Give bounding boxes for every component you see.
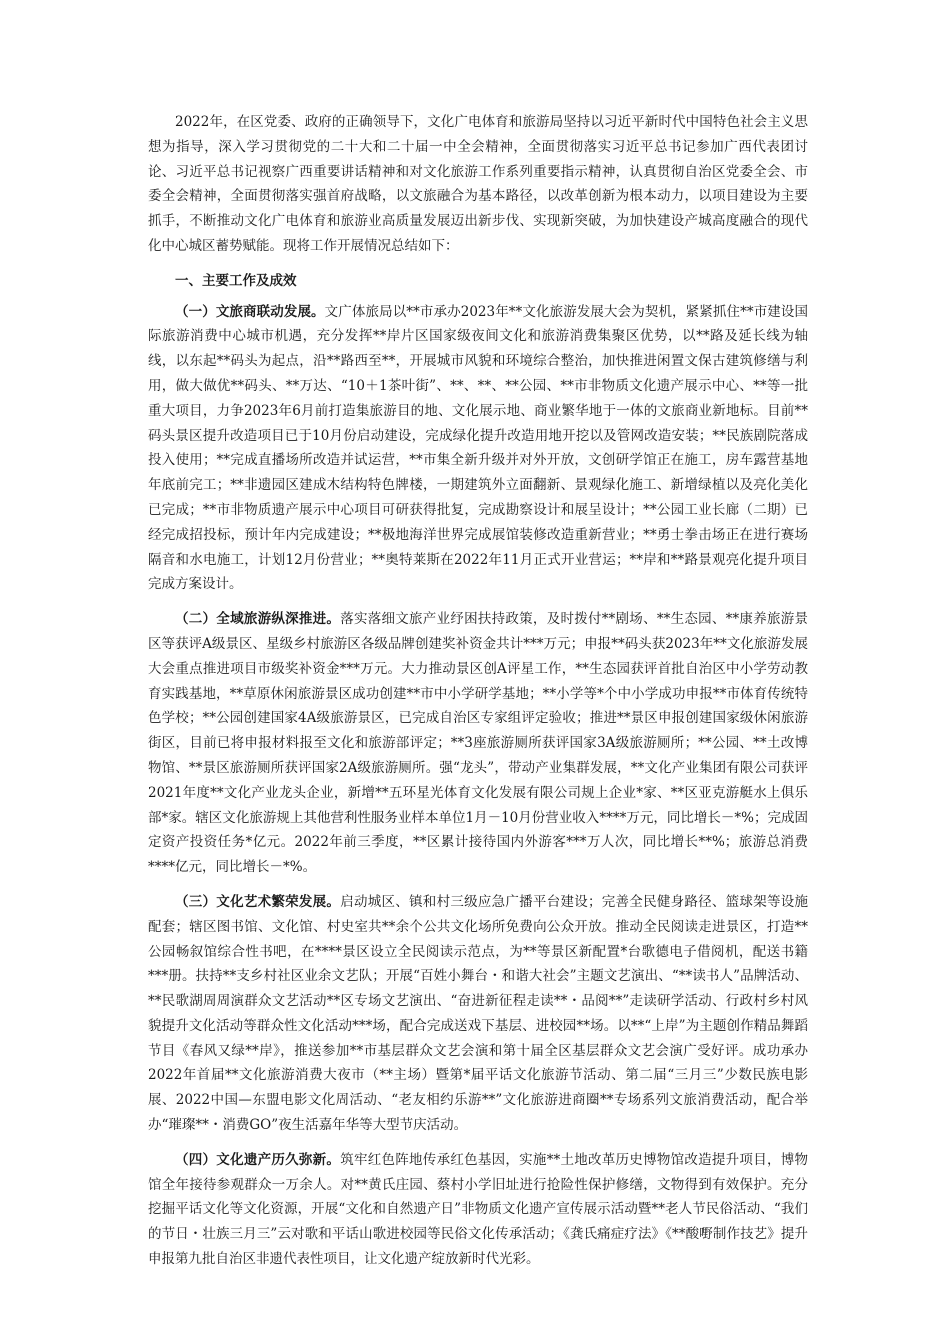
section-title-4: （四）文化遗产历久弥新。	[175, 1151, 341, 1168]
intro-paragraph: 2022年，在区党委、政府的正确领导下，文化广电体育和旅游局坚持以习近平新时代中国特色社会主义思想为指导，深入学习贯彻党的二十大和二十届一中全会精神，全面贯彻落实习近平总书记参加广西代表团讨论、习近平总书记视察广西重要讲话精神和对文化旅游工作系列重要指示精神，认真贯彻自治区党委全会、市委全会精神，全面贯彻落实强首府战略，以文旅融合为基本路径，以改革创新为根本动力，以项目建设为主要抓手，不断推动文化广电体育和旅游业高质量发展迈出新步伐、实现新突破，为加快建设产城高度融合的现代化中心城区蓄势赋能。现将工作开展情况总结如下：	[148, 114, 808, 254]
section-body-4: 筑牢红色阵地传承红色基因，实施**土地改革历史博物馆改造提升项目，博物馆全年接待参观群众一万余人。对**黄氏庄园、蔡村小学旧址进行抢险性保护修缮，文物得到有效保护。充分挖掘平话文化等文化资源，开展“文化和自然遗产日”非物质文化遗产宣传展示活动暨**老人节民俗活动、“我们的节日・壮族三月三”云对歌和平话山歌进校园等民俗文化传承活动；《龚氏痛症疗法》《**酸嘢制作技艺》提升申报第九批自治区非遗代表性项目，让文化遗产绽放新时代光彩。	[148, 1151, 809, 1268]
section-title-3: （三）文化艺术繁荣发展。	[175, 893, 341, 910]
section-paragraph-1	[148, 300, 808, 598]
section-body-2: 落实落细文旅产业纾困扶持政策，及时拨付**剧场、**生态园、**康养旅游景区等获评A级景区、星级乡村旅游区各级品牌创建奖补资金共计***万元；申报**码头获2023年**文化旅游发展大会重点推进项目市级奖补资金***万元。大力推动景区创A评星工作，**生态园获评首批自治区中小学劳动教育实践基地，**草原休闲旅游景区成功创建**市中小学研学基地；**小学等*个中小学成功申报**市体育传统特色学校；**公园创建国家4A级旅游景区，已完成自治区专家组评定验收；推进**景区申报创建国家级休闲旅游街区，目前已将申报材料报至文化和旅游部评定；**3座旅游厕所获评国家3A级旅游厕所；**公园、**土改博物馆、**景区旅游厕所获评国家2A级旅游厕所。强“龙头”，带动产业集群发展，**文化产业集团有限公司获评2021年度**文化产业龙头企业，新增**五环星光体育文化发展有限公司规上企业*家、**区亚克游艇水上俱乐部*家。辖区文化旅游规上其他营利性服务业样本单位1月－10月份营业收入****万元，同比增长－*%；完成固定资产投资任务*亿元。2022年前三季度，**区累计接待国内外游客***万人次，同比增长**%；旅游总消费****亿元，同比增长－*%。	[148, 611, 809, 876]
section-paragraph-4	[148, 1148, 808, 1272]
section-paragraph-3	[148, 890, 808, 1138]
section-body-1: 文广体旅局以**市承办2023年**文化旅游发展大会为契机，紧紧抓住**市建设国际旅游消费中心城市机遇，充分发挥**岸片区国家级夜间文化和旅游消费集聚区优势，以**路及延长线为轴线，以东起**码头为起点，沿**路西至**，开展城市风貌和环境综合整治，加快推进闲置文保古建筑修缮与利用，做大做优**码头、**万达、“10＋1茶叶街”、**、**、**公园、**市非物质文化遗产展示中心、**等一批重大项目，力争2023年6月前打造集旅游目的地、文化展示地、商业繁华地于一体的文旅商业新地标。目前**码头景区提升改造项目已于10月份启动建设，完成绿化提升改造用地开挖以及管网改造安装；**民族剧院落成投入使用；**完成直播场所改造并试运营，**市集全新升级并对外开放，文创研学馆正在施工，房车露营基地年底前完工；**非遗园区建成木结构特色牌楼，一期建筑外立面翻新、景观绿化施工、新增绿植以及亮化美化已完成；**市非物质遗产展示中心项目可研获得批复，完成勘察设计和展呈设计；**公园工业长廊（二期）已经完成招投标，预计年内完成建设；**极地海洋世界完成展馆装修改造重新营业；**勇士拳击场正在进行赛场隔音和水电施工，计划12月份营业；**奥特莱斯在2022年11月正式开业营运；**岸和**路景观亮化提升项目完成方案设计。	[148, 303, 809, 593]
section-title-1: （一）文旅商联动发展。	[175, 303, 325, 320]
section-heading: 一、主要工作及成效	[175, 272, 297, 289]
document-page	[148, 110, 808, 1272]
section-body-3: 启动城区、镇和村三级应急广播平台建设；完善全民健身路径、篮球架等设施配套；辖区图书馆、文化馆、村史室共**余个公共文化场所免费向公众开放。推动全民阅读走进景区，打造**公园畅叙馆综合性书吧，在****景区设立全民阅读示范点，为**等景区新配置*台歌德电子借阅机，配送书籍***册。扶持**支乡村社区业余文艺队；开展“百姓小舞台・和谐大社会”主题文艺演出、“**读书人”品牌活动、**民歌湖周周演群众文艺活动**区专场文艺演出、“奋进新征程走读**・品阅**”走读研学活动、行政村乡村风貌提升文化活动等群众性文化活动***场，配合完成送戏下基层、进校园**场。以**“上岸”为主题创作精品舞蹈节目《春风又绿**岸》，推送参加**市基层群众文艺会演和第十届全区基层群众文艺会演广受好评。成功承办2022年首届**文化旅游消费大夜市（**主场）暨第*届平话文化旅游节活动、第二届“三月三”少数民族电影展、2022中国—东盟电影文化周活动、“老友相约乐游**”文化旅游进商圈**专场系列文旅消费活动，配合举办“璀璨**・消费GO”夜生活嘉年华等大型节庆活动。	[148, 893, 809, 1134]
section-paragraph-2	[148, 607, 808, 880]
section-title-2: （二）全域旅游纵深推进。	[175, 611, 341, 628]
